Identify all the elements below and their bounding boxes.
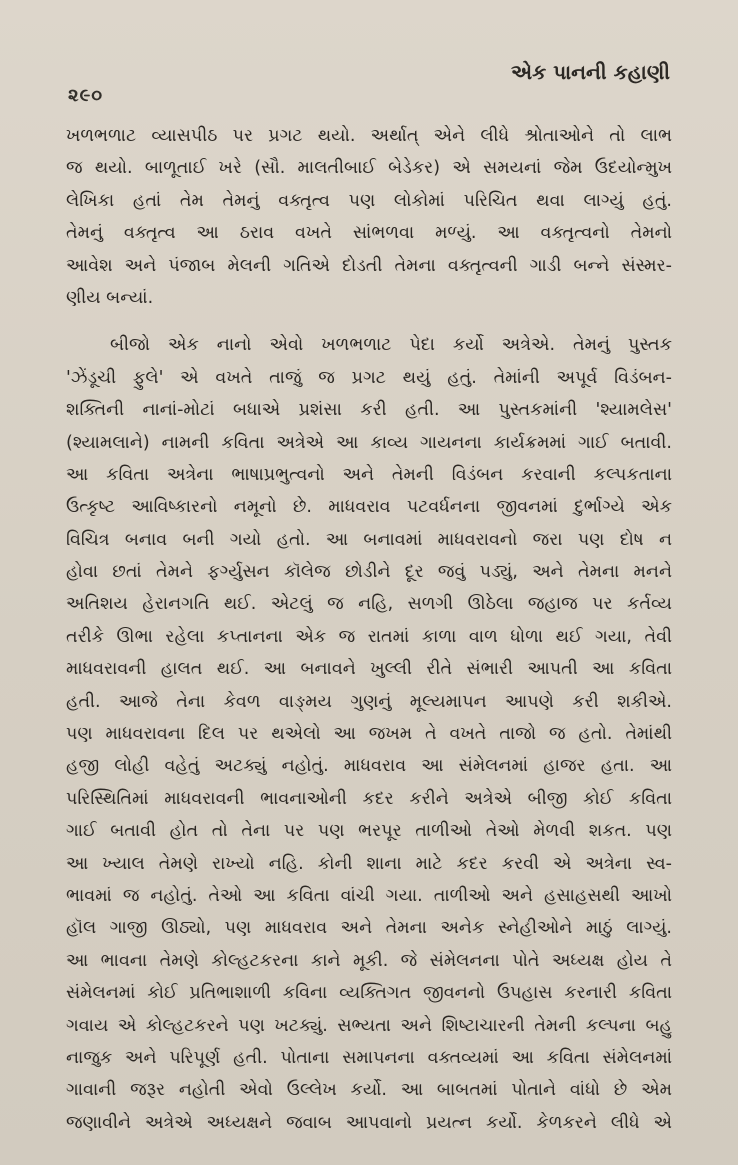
text-line: ગવાય એ કોલ્હટકરને પણ ખટક્યું. સભ્યતા અને શિષ્ટાચારની તેમની કલ્પના બહુ [66, 1015, 672, 1036]
text-line: (શ્યામલાને) નામની કવિતા અત્રેએ આ કાવ્ય ગાયનના કાર્યક્રમમાં ગાઈ બતાવી. [66, 432, 672, 453]
body-text [66, 120, 672, 1139]
text-line: ભાવમાં જ નહોતું. તેઓ આ કવિતા વાંચી ગયા. તાળીઓ અને હસાહસથી આખો [66, 885, 672, 906]
text-line: હજી લોહી વહેતું અટક્યું નહોતું. માધવરાવ આ સંમેલનમાં હાજર હતા. આ [66, 756, 672, 777]
running-title: એક પાનની કહાણી [511, 60, 670, 84]
text-line: અતિશય હેરાનગતિ થઈ. એટલું જ નહિ, સળગી ઊઠેલા જહાજ પર કર્તવ્ય [66, 594, 672, 615]
text-line: માધવરાવની હાલત થઈ. આ બનાવને ખુલ્લી રીતે સંભારી આપતી આ કવિતા [66, 659, 672, 680]
text-line: સંમેલનમાં કોઈ પ્રતિભાશાળી કવિના વ્યક્તિગત જીવનનો ઉપહાસ કરનારી કવિતા [66, 983, 672, 1004]
text-line: આ કવિતા અત્રેના ભાષાપ્રભુત્વનો અને તેમની વિડંબન કરવાની કલ્પકતાના [66, 464, 672, 485]
text-line: વિચિત્ર બનાવ બની ગયો હતો. આ બનાવમાં માધવરાવનો જરા પણ દોષ ન [66, 529, 672, 550]
text-line: ખળભળાટ વ્યાસપીઠ પર પ્રગટ થયો. અર્થાત્ એને લીધે શ્રોતાઓને તો લાભ [66, 126, 672, 146]
text-line: હૉલ ગાજી ઊઠ્યો, પણ માધવરાવ અને તેમના અનેક સ્નેહીઓને માઠું લાગ્યું. [66, 918, 672, 939]
text-line: આ ખ્યાલ તેમણે રાખ્યો નહિ. કોની શાના માટે કદર કરવી એ અત્રેના સ્વ- [66, 853, 672, 874]
text-line: ઉત્કૃષ્ટ આવિષ્કારનો નમૂનો છે. માધવરાવ પટવર્ધનના જીવનમાં દુર્ભાગ્યે એક [66, 497, 672, 518]
paragraph-2 [66, 329, 672, 1139]
text-line: લેખિકા હતાં તેમ તેમનું વક્તૃત્વ પણ લોકોમાં પરિચિત થવા લાગ્યું હતું. [66, 190, 672, 211]
text-line: હોવા છતાં તેમને ફર્ગ્યુસન કૉલેજ છોડીને દૂર જવું પડ્યું, અને તેમના મનને [66, 562, 672, 583]
text-line: આ ભાવના તેમણે કોલ્હટકરના કાને મૂકી. જે સંમેલનના પોતે અધ્યક્ષ હોય તે [66, 950, 672, 971]
text-line: શક્તિની નાનાં-મોટાં બધાએ પ્રશંસા કરી હતી. આ પુસ્તકમાંની 'શ્યામલેસ' [66, 400, 672, 421]
page-header [0, 0, 738, 110]
text-line: નાજુક અને પરિપૂર્ણ હતી. પોતાના સમાપનના વક્તવ્યમાં આ કવિતા સંમેલનમાં [66, 1047, 672, 1068]
text-line: તેમનું વક્તૃત્વ આ ઠરાવ વખતે સાંભળવા મળ્યું. આ વક્તૃત્વનો તેમનો [66, 223, 672, 244]
text-line: 'ઝેંડૂચી ફુલે' એ વખતે તાજું જ પ્રગટ થયું હતું. તેમાંની અપૂર્વ વિડંબન- [66, 367, 672, 388]
text-line: જણાવીને અત્રેએ અધ્યક્ષને જવાબ આપવાનો પ્રયત્ન કર્યો. કેળકરને લીધે એ [66, 1112, 672, 1133]
text-line: હતી. આજે તેના કેવળ વાઙ્મય ગુણનું મૂલ્યમાપન આપણે કરી શકીએ. [66, 691, 672, 712]
paragraph-gap [66, 314, 672, 329]
text-line: ણીય બન્યાં. [66, 287, 154, 308]
text-line: ગાઈ બતાવી હોત તો તેના પર પણ ભરપૂર તાળીઓ તેઓ મેળવી શકત. પણ [66, 821, 672, 842]
text-line: આવેશ અને પંજાબ મેલની ગતિએ દોડતી તેમના વક્તૃત્વની ગાડી બન્ને સંસ્મર- [66, 255, 672, 276]
text-line: ગાવાની જરૂર નહોતી એવો ઉલ્લેખ કર્યો. આ બાબતમાં પોતાને વાંધો છે એમ [66, 1080, 672, 1101]
paragraph-1 [66, 120, 672, 314]
page-number: ૨૯૦ [68, 85, 104, 106]
text-line: પણ માધવરાવના દિલ પર થએલો આ જખમ તે વખતે તાજો જ હતો. તેમાંથી [66, 724, 672, 745]
text-line: જ થયો. બાળૂતાઈ ખરે (સૌ. માલતીબાઈ બેડેકર) એ સમયનાં જેમ ઉદયોન્મુખ [66, 158, 672, 179]
text-line: પરિસ્થિતિમાં માધવરાવની ભાવનાઓની કદર કરીને અત્રેએ બીજી કોઈ કવિતા [66, 788, 672, 809]
text-line: તરીકે ઊભા રહેલા કપ્તાનના એક જ રાતમાં કાળા વાળ ધોળા થઈ ગયા, તેવી [66, 626, 672, 647]
text-line: બીજો એક નાનો એવો ખળભળાટ પેદા કર્યો અત્રેએ. તેમનું પુસ્તક [110, 335, 672, 356]
